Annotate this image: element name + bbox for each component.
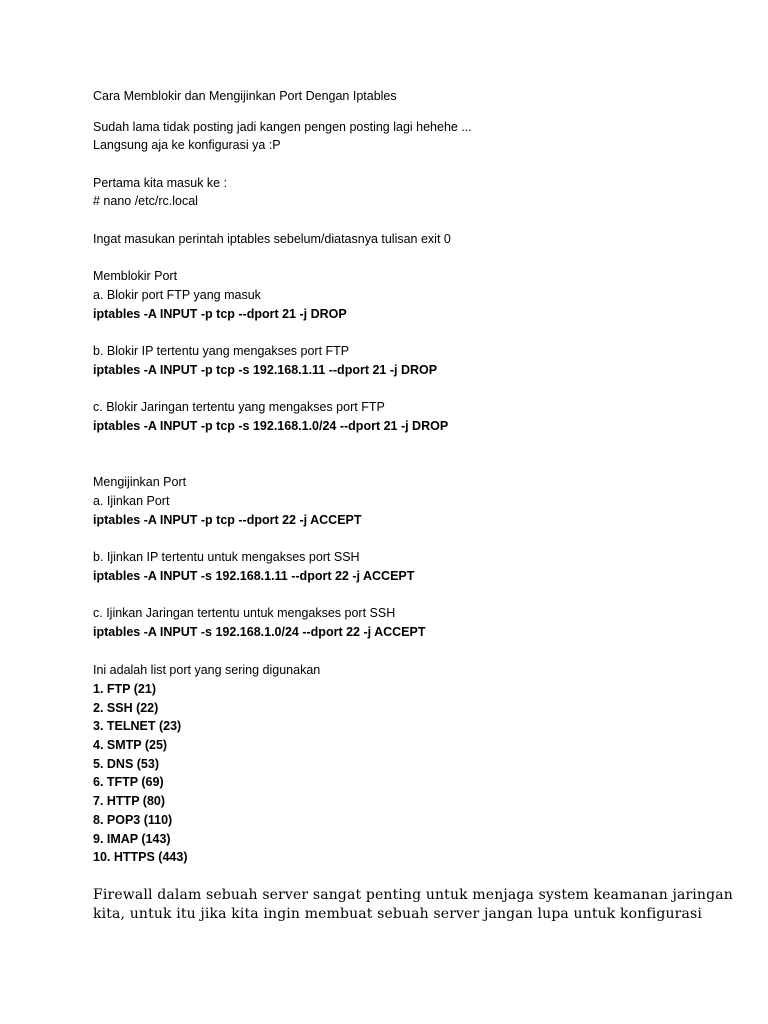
block-c-label: c. Blokir Jaringan tertentu yang mengakses port FTP xyxy=(93,400,385,414)
list-item: 3. TELNET (23) xyxy=(93,719,182,734)
list-item: 8. POP3 (110) xyxy=(93,812,173,827)
list-item: 4. SMTP (25) xyxy=(93,738,168,753)
list-item: 7. HTTP (80) xyxy=(93,794,166,809)
iptables-note: Ingat masukan perintah iptables sebelum/diatasnya tulisan exit 0 xyxy=(93,232,451,246)
block-a-label: a. Blokir port FTP yang masuk xyxy=(93,288,261,302)
document-title: Cara Memblokir dan Mengijinkan Port Dengan Iptables xyxy=(93,89,397,103)
list-item: 1. FTP (21) xyxy=(93,682,156,696)
allow-c-command: iptables -A INPUT -s 192.168.1.0/24 --dport 22 -j ACCEPT xyxy=(93,625,426,639)
block-b-label: b. Blokir IP tertentu yang mengakses port FTP xyxy=(93,344,350,358)
allow-a-command: iptables -A INPUT -p tcp --dport 22 -j ACCEPT xyxy=(93,513,362,527)
ports-intro: Ini adalah list port yang sering digunakan xyxy=(93,663,321,677)
allow-heading: Mengijinkan Port xyxy=(93,475,187,489)
list-item: 5. DNS (53) xyxy=(93,756,159,771)
intro-line-2: Langsung aja ke konfigurasi ya :P xyxy=(93,138,281,152)
list-item: 6. TFTP (69) xyxy=(93,775,164,790)
list-item: 2. SSH (22) xyxy=(93,700,159,715)
allow-b-label: b. Ijinkan IP tertentu untuk mengakses port SSH xyxy=(93,550,360,564)
step1-command: # nano /etc/rc.local xyxy=(93,194,198,208)
intro-line-1: Sudah lama tidak posting jadi kangen pengen posting lagi hehehe ... xyxy=(93,120,472,134)
allow-b-command: iptables -A INPUT -s 192.168.1.11 --dport 22 -j ACCEPT xyxy=(93,569,415,583)
allow-c-label: c. Ijinkan Jaringan tertentu untuk mengakses port SSH xyxy=(93,606,396,620)
block-b-command: iptables -A INPUT -p tcp -s 192.168.1.11 --dport 21 -j DROP xyxy=(93,363,438,377)
allow-a-label: a. Ijinkan Port xyxy=(93,494,170,508)
step1-label: Pertama kita masuk ke : xyxy=(93,176,228,190)
block-heading: Memblokir Port xyxy=(93,269,178,283)
list-item: 10. HTTPS (443) xyxy=(93,850,188,865)
block-c-command: iptables -A INPUT -p tcp -s 192.168.1.0/24 --dport 21 -j DROP xyxy=(93,419,449,433)
closing-line-1: Firewall dalam sebuah server sangat penting untuk menjaga system keamanan jaringan xyxy=(93,887,733,903)
block-a-command: iptables -A INPUT -p tcp --dport 21 -j DROP xyxy=(93,307,347,321)
closing-line-2: kita, untuk itu jika kita ingin membuat sebuah server jangan lupa untuk konfigurasi xyxy=(93,906,702,922)
list-item: 9. IMAP (143) xyxy=(93,831,171,846)
port-list xyxy=(93,681,187,868)
